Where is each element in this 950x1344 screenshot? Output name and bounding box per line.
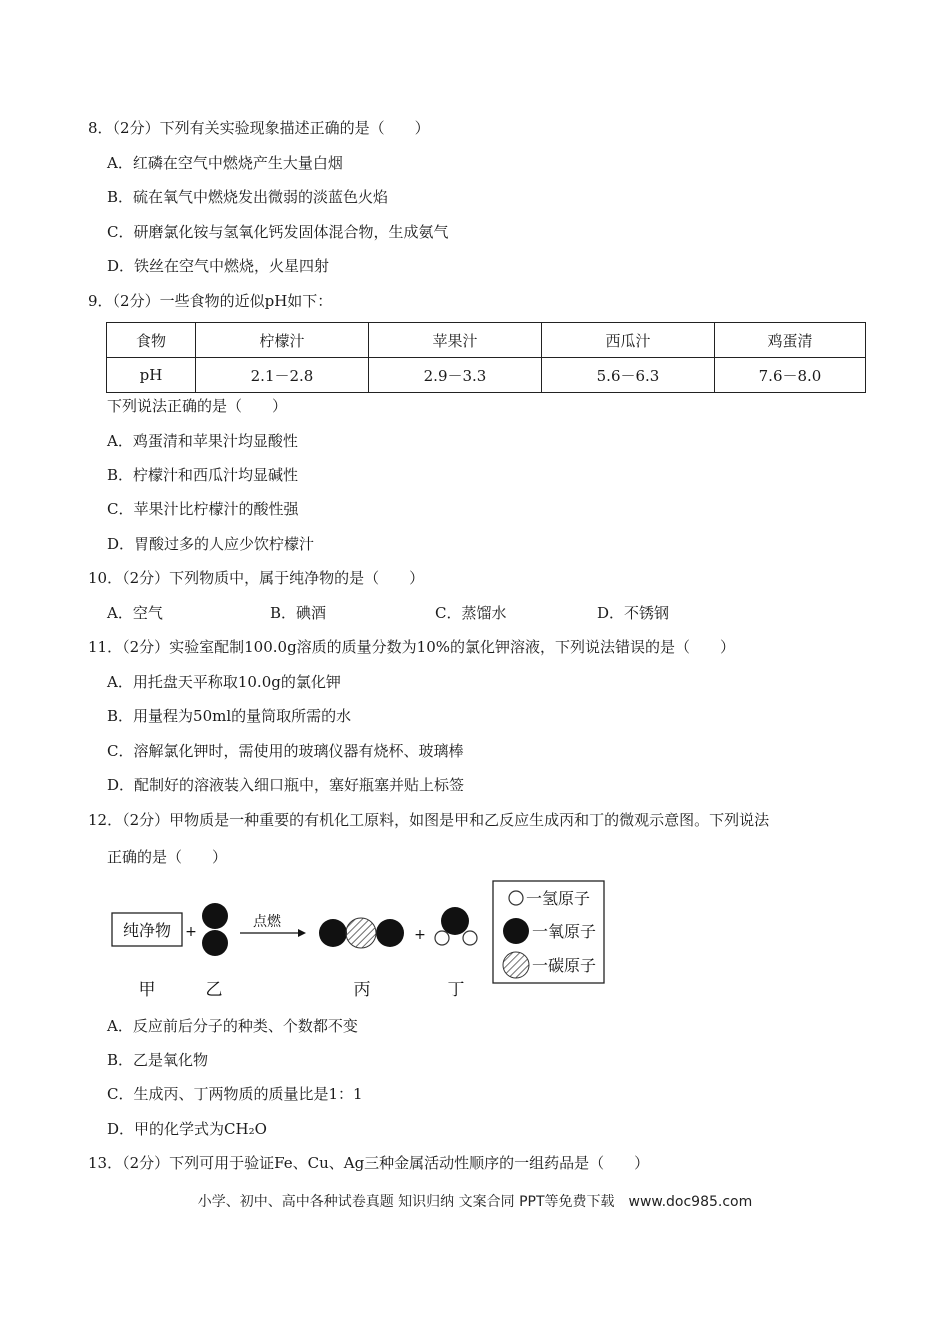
q9-option-d: D．胃酸过多的人应少饮柠檬汁 bbox=[107, 535, 315, 553]
q9-option-a: A．鸡蛋清和苹果汁均显酸性 bbox=[107, 432, 298, 450]
legend-hydrogen-label: 一氢原子 bbox=[526, 889, 591, 908]
ph-table-header-cell: 柠檬汁 bbox=[196, 323, 369, 358]
ph-table-cell: pH bbox=[107, 358, 196, 393]
legend-hydrogen-icon bbox=[509, 891, 523, 905]
q8-option-c: C．研磨氯化铵与氢氧化钙发固体混合物，生成氨气 bbox=[107, 223, 449, 241]
legend-oxygen-label: 一氧原子 bbox=[532, 922, 597, 941]
ph-table bbox=[106, 322, 866, 393]
q12-option-d: D．甲的化学式为CH₂O bbox=[107, 1120, 267, 1138]
q12-stem-line1: 12．（2分）甲物质是一种重要的有机化工原料，如图是甲和乙反应生成丙和丁的微观示意图。下列说法 bbox=[88, 811, 770, 829]
q11-option-c: C．溶解氯化钾时，需使用的玻璃仪器有烧杯、玻璃棒 bbox=[107, 742, 464, 760]
hydrogen-atom-icon bbox=[463, 931, 477, 945]
legend-carbon-icon bbox=[503, 952, 529, 978]
q9-stem: 9．（2分）一些食物的近似pH如下： bbox=[88, 292, 333, 310]
name-yi: 乙 bbox=[205, 980, 223, 1000]
q11-option-d: D．配制好的溶液装入细口瓶中，塞好瓶塞并贴上标签 bbox=[107, 776, 465, 794]
q12-option-a: A．反应前后分子的种类、个数都不变 bbox=[107, 1017, 358, 1035]
plus-sign: + bbox=[414, 927, 426, 943]
q13-stem: 13．（2分）下列可用于验证Fe、Cu、Ag三种金属活动性顺序的一组药品是（ ） bbox=[88, 1154, 650, 1172]
oxygen-atom-icon bbox=[441, 907, 469, 935]
ph-table-cell: 2.1－2.8 bbox=[196, 358, 369, 393]
q10-option-d: D．不锈钢 bbox=[597, 604, 670, 622]
oxygen-atom-icon bbox=[319, 919, 347, 947]
q10-stem: 10．（2分）下列物质中，属于纯净物的是（ ） bbox=[88, 569, 425, 587]
page-footer: 小学、初中、高中各种试卷真题 知识归纳 文案合同 PPT等免费下载 www.doc985.com bbox=[197, 1194, 753, 1210]
arrow-head-icon bbox=[298, 929, 306, 937]
q11-option-a: A．用托盘天平称取10.0g的氯化钾 bbox=[107, 673, 341, 691]
q9-prompt: 下列说法正确的是（ ） bbox=[107, 397, 288, 415]
q12-option-c: C．生成丙、丁两物质的质量比是1：1 bbox=[107, 1085, 363, 1103]
q8-stem: 8．（2分）下列有关实验现象描述正确的是（ ） bbox=[88, 119, 430, 137]
oxygen-atom-icon bbox=[202, 903, 228, 929]
reaction-diagram bbox=[108, 876, 612, 1000]
q12-option-b: B．乙是氧化物 bbox=[107, 1051, 209, 1069]
ph-table-header-cell: 西瓜汁 bbox=[542, 323, 715, 358]
ph-table-cell: 5.6－6.3 bbox=[542, 358, 715, 393]
oxygen-atom-icon bbox=[376, 919, 404, 947]
name-jia: 甲 bbox=[138, 980, 156, 1000]
q9-option-c: C．苹果汁比柠檬汁的酸性强 bbox=[107, 500, 299, 518]
q8-option-b: B．硫在氧气中燃烧发出微弱的淡蓝色火焰 bbox=[107, 188, 389, 206]
q10-option-b: B．碘酒 bbox=[270, 604, 327, 622]
ph-table-cell: 7.6－8.0 bbox=[715, 358, 866, 393]
ph-table-header-cell: 鸡蛋清 bbox=[715, 323, 866, 358]
ph-table-header-cell: 苹果汁 bbox=[369, 323, 542, 358]
q8-option-a: A．红磷在空气中燃烧产生大量白烟 bbox=[107, 154, 343, 172]
ph-table-header-cell: 食物 bbox=[107, 323, 196, 358]
q8-option-d: D．铁丝在空气中燃烧，火星四射 bbox=[107, 257, 330, 275]
name-ding: 丁 bbox=[447, 980, 465, 1000]
q11-stem: 11．（2分）实验室配制100.0g溶质的质量分数为10%的氯化钾溶液，下列说法错误的是（ ） bbox=[88, 638, 736, 656]
legend-oxygen-icon bbox=[503, 918, 529, 944]
ignite-label: 点燃 bbox=[253, 914, 281, 930]
ph-table-header-row bbox=[107, 323, 866, 358]
name-bing: 丙 bbox=[353, 980, 371, 1000]
carbon-atom-icon bbox=[346, 918, 376, 948]
ph-table-cell: 2.9－3.3 bbox=[369, 358, 542, 393]
q10-option-c: C．蒸馏水 bbox=[435, 604, 507, 622]
ph-table-row bbox=[107, 358, 866, 393]
oxygen-atom-icon bbox=[202, 930, 228, 956]
pure-substance-label: 纯净物 bbox=[122, 921, 172, 940]
plus-sign: + bbox=[185, 924, 197, 940]
q12-stem-line2: 正确的是（ ） bbox=[107, 848, 228, 866]
q11-option-b: B．用量程为50ml的量筒取所需的水 bbox=[107, 707, 352, 725]
hydrogen-atom-icon bbox=[435, 931, 449, 945]
q10-option-a: A．空气 bbox=[107, 604, 163, 622]
legend-carbon-label: 一碳原子 bbox=[532, 956, 597, 975]
q9-option-b: B．柠檬汁和西瓜汁均显碱性 bbox=[107, 466, 299, 484]
